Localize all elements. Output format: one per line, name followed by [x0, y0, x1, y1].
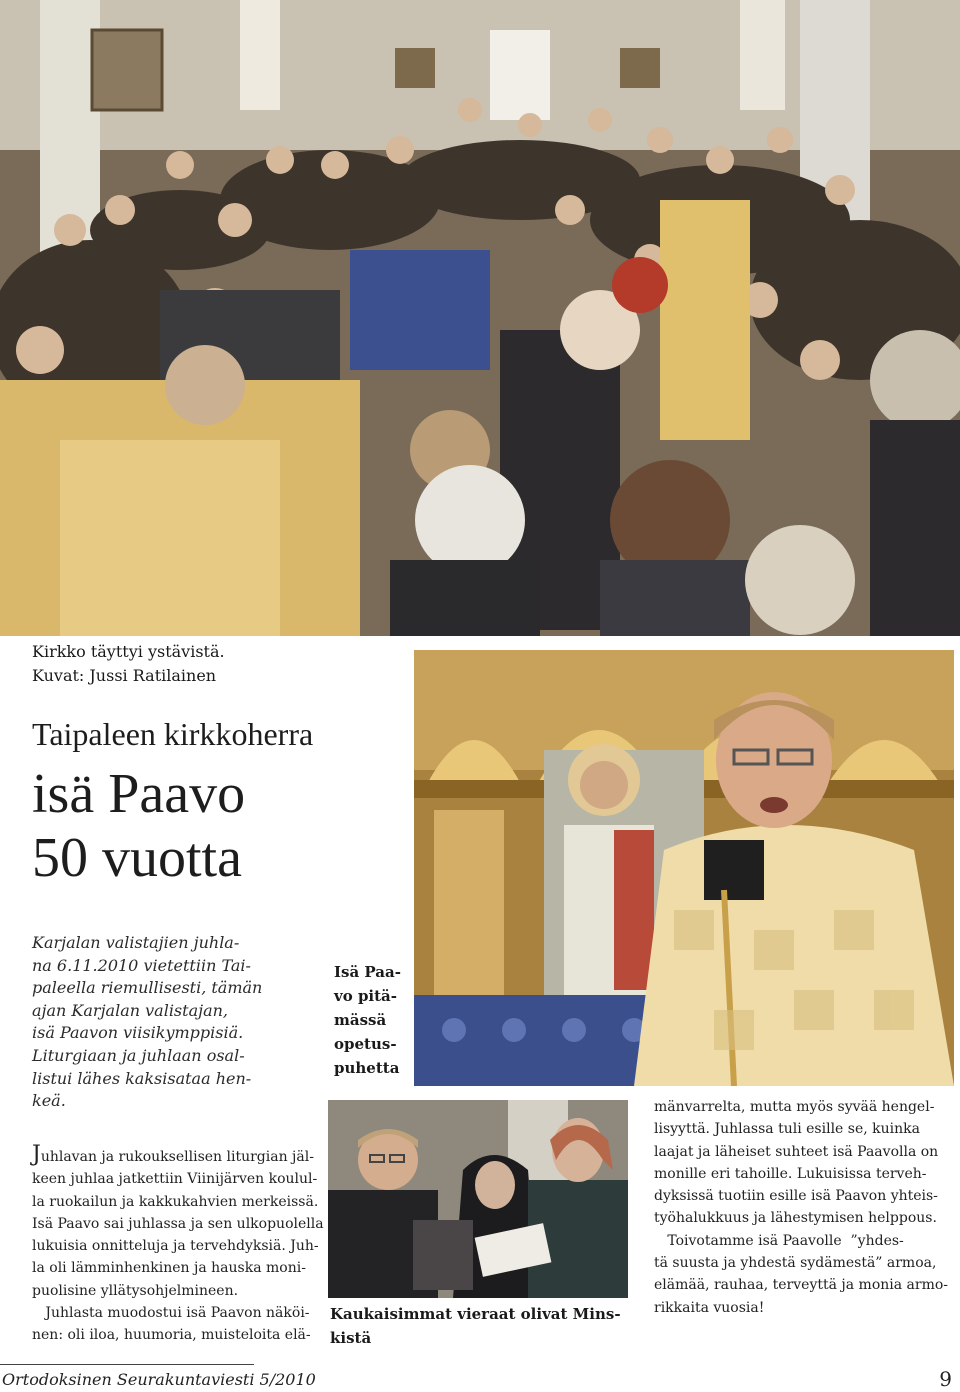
headline-line-2: isä Paavo [32, 763, 246, 825]
body-line: monille eri tahoille. Lukuisissa terveh- [654, 1165, 927, 1182]
body-line: laajat ja läheiset suhteet isä Paavolla on [654, 1143, 939, 1160]
caption-side-line: puhetta [334, 1059, 400, 1077]
footer-rule [0, 1364, 254, 1365]
lead-line: keä. [32, 1091, 66, 1111]
headline-line-3: 50 vuotta [32, 827, 242, 889]
page-number: 9 [939, 1367, 952, 1391]
body-line: lukuisia onnitteluja ja tervehdyksiä. Juh- [32, 1238, 319, 1255]
caption-side-line: mässä [334, 1011, 387, 1029]
headline-line-1: Taipaleen kirkkoherra [32, 716, 314, 752]
body-line: mänvarrelta, mutta myös syvää hengel- [654, 1099, 935, 1115]
caption-side-line: vo pitä- [334, 987, 398, 1005]
body-line: puolisine yllätysohjelmineen. [32, 1282, 239, 1299]
body-line: tä suusta ja yhdestä sydämestä” armoa, [654, 1255, 937, 1272]
body-line: dyksissä tuotiin esille isä Paavon yhteis- [654, 1188, 938, 1205]
lead-line: na 6.11.2010 vietettiin Tai- [32, 955, 251, 975]
lead-line: ajan Karjalan valistajan, [32, 1000, 228, 1020]
body-line: la ruokailun ja kakkukahvien merkeissä. [32, 1193, 319, 1210]
church-crowd-photo [0, 0, 960, 636]
body-line: Toivotamme isä Paavolle ”yhdes- [654, 1232, 904, 1249]
body-line: keen juhlaa jatkettiin Viinijärven koulul- [32, 1171, 318, 1188]
body-line-first-rest: uhlavan ja rukouksellisen liturgian jäl- [40, 1149, 314, 1165]
footer-publication: Ortodoksinen Seurakuntaviesti 5/2010 [2, 1370, 316, 1389]
body-text-left [32, 1142, 324, 1347]
body-line: lisyyttä. Juhlassa tuli esille se, kuinka [654, 1121, 920, 1138]
lead-line: paleella riemullisesti, tämän [32, 978, 263, 998]
body-line: Isä Paavo sai juhlassa ja sen ulkopuolella [32, 1215, 324, 1232]
photo-caption-top [32, 640, 392, 688]
body-line: nen: oli iloa, huumoria, muisteloita elä- [32, 1327, 311, 1344]
caption-minsk-line-2: kistä [330, 1329, 372, 1347]
caption-top-photographer: Kuvat: Jussi Ratilainen [32, 666, 217, 685]
caption-top-line-1: Kirkko täyttyi ystävistä. [32, 642, 225, 661]
body-line: la oli lämminhenkinen ja hauska moni- [32, 1260, 306, 1277]
caption-side-line: opetus- [334, 1035, 397, 1053]
priest-speaking-photo [414, 650, 954, 1086]
body-line: työhalukkuus ja lähestymisen helppous. [654, 1210, 937, 1227]
lead-line: Liturgiaan ja juhlaan osal- [32, 1045, 245, 1065]
minsk-guests-photo [328, 1100, 628, 1298]
lead-line: listui lähes kaksisataa hen- [32, 1068, 252, 1088]
lead-line: isä Paavon viisikymppisiä. [32, 1023, 244, 1043]
body-text-right [654, 1096, 954, 1319]
body-line: Juhlasta muodostui isä Paavon näköi- [32, 1305, 310, 1322]
body-line-first [32, 1142, 314, 1168]
lead-paragraph [32, 932, 302, 1113]
body-line: rikkaita vuosia! [654, 1299, 765, 1316]
body-line: elämää, rauhaa, terveyttä ja monia armo- [654, 1277, 949, 1294]
caption-minsk-line-1: Kaukaisimmat vieraat olivat Mins- [330, 1305, 621, 1323]
photo-caption-priest [334, 960, 414, 1080]
drop-cap: J [32, 1142, 41, 1167]
caption-side-line: Isä Paa- [334, 963, 401, 981]
lead-line: Karjalan valistajien juhla- [32, 933, 240, 952]
photo-caption-minsk [330, 1302, 640, 1350]
